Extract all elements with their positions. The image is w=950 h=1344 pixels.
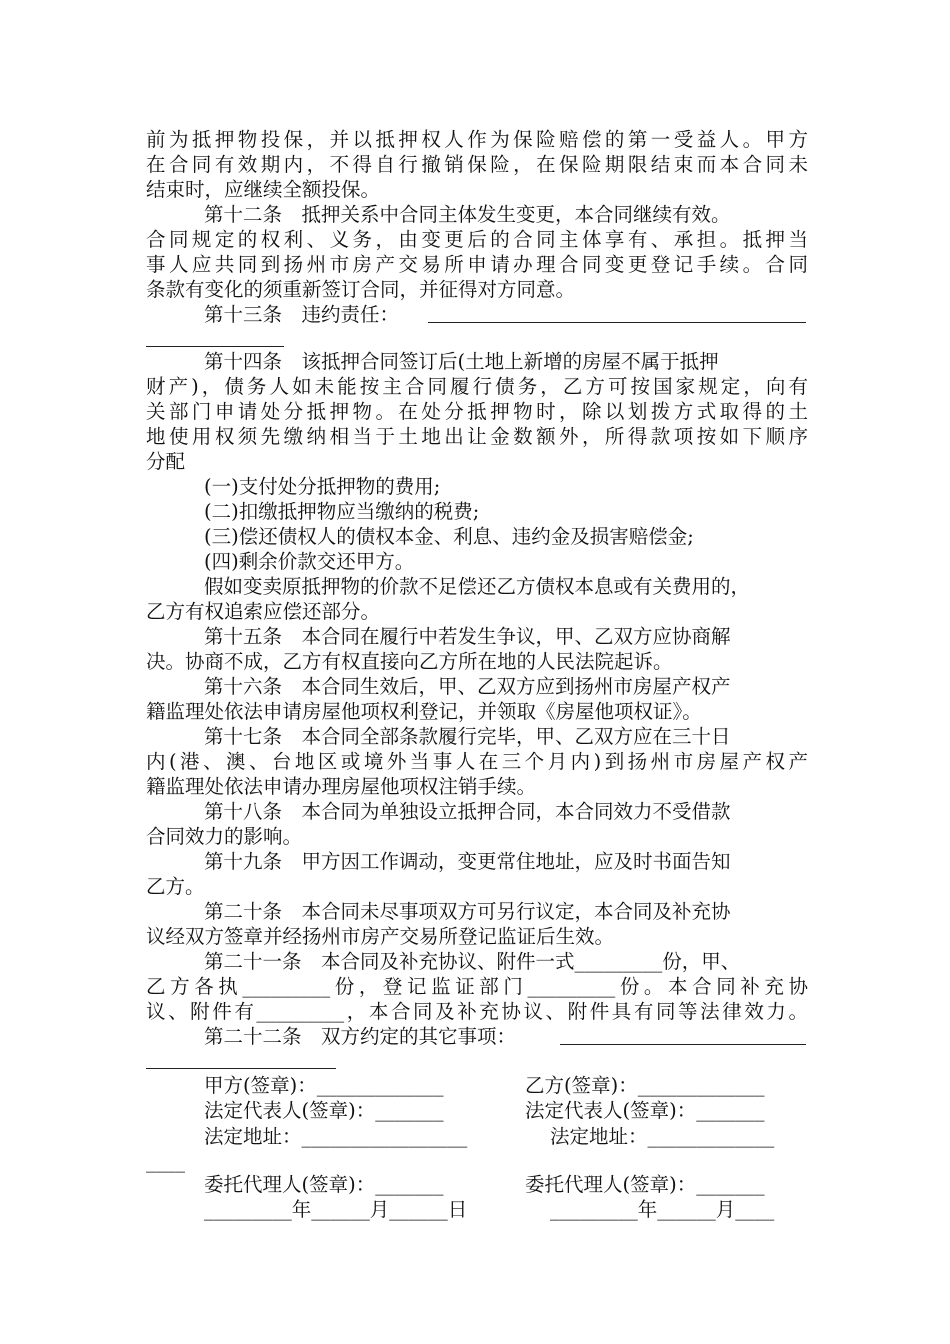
text-line: 议、附件有_________，本合同及补充协议、附件具有同等法律效力。 — [146, 1000, 808, 1023]
text-line: 籍监理处依法申请办理房屋他项权注销手续。 — [146, 775, 537, 798]
article-16-heading-line: 第十六条 本合同生效后，甲、乙双方应到扬州市房屋产权产 — [204, 675, 731, 698]
blank-line: ____ — [146, 1150, 185, 1173]
text-line: 合同效力的影响。 — [146, 825, 303, 848]
party-a-date: _________年______月______日 — [204, 1198, 468, 1221]
text-line: 内(港、澳、台地区或境外当事人在三个月内)到扬州市房屋产权产 — [146, 750, 808, 773]
text-line: 前为抵押物投保，并以抵押权人作为保险赔偿的第一受益人。甲方 — [146, 128, 808, 151]
blank-line — [428, 322, 806, 323]
list-item: (四)剩余价款交还甲方。 — [204, 550, 415, 573]
text-line: 议经双方签章并经扬州市房产交易所登记监证后生效。 — [146, 925, 615, 948]
party-b-signature: 乙方(签章)：_____________ — [525, 1074, 765, 1097]
blank-line — [146, 346, 284, 347]
blank-line — [146, 1068, 336, 1069]
article-12-heading-line: 第十二条 抵押关系中合同主体发生变更，本合同继续有效。 — [204, 203, 731, 226]
article-13-line: 第十三条 违约责任： — [204, 303, 400, 326]
text-line: 关部门申请处分抵押物。在处分抵押物时，除以划拨方式取得的土 — [146, 400, 808, 423]
list-item: (一)支付处分抵押物的费用; — [204, 475, 441, 498]
text-line: 地使用权须先缴纳相当于土地出让金数额外，所得款项按如下顺序 — [146, 425, 808, 448]
text-line: 在合同有效期内，不得自行撤销保险，在保险期限结束而本合同未 — [146, 153, 808, 176]
text-line: 决。协商不成，乙方有权直接向乙方所在地的人民法院起诉。 — [146, 650, 673, 673]
text-line: 条款有变化的须重新签订合同，并征得对方同意。 — [146, 278, 576, 301]
list-item: (三)偿还债权人的债权本金、利息、违约金及损害赔偿金; — [204, 525, 694, 548]
article-21-heading-line: 第二十一条 本合同及补充协议、附件一式_________份，甲、 — [204, 950, 741, 973]
text-line: 分配 — [146, 450, 186, 473]
text-line: 假如变卖原抵押物的价款不足偿还乙方债权本息或有关费用的， — [204, 575, 751, 598]
article-17-heading-line: 第十七条 本合同全部条款履行完毕，甲、乙双方应在三十日 — [204, 725, 731, 748]
blank-line — [560, 1044, 806, 1045]
party-a-legal-address: 法定地址：_________________ — [204, 1125, 468, 1148]
text-line: 乙方有权追索应偿还部分。 — [146, 600, 381, 623]
party-b-legal-representative: 法定代表人(签章)：_______ — [525, 1099, 765, 1122]
party-b-legal-address: 法定地址：_____________ — [550, 1125, 775, 1148]
article-19-heading-line: 第十九条 甲方因工作调动，变更常住地址，应及时书面告知 — [204, 850, 731, 873]
party-a-signature: 甲方(签章)：_____________ — [204, 1074, 444, 1097]
party-b-date: _________年______月____ — [550, 1198, 775, 1221]
text-line: 乙方各执_________份，登记监证部门_________份。本合同补充协 — [146, 975, 808, 998]
text-line: 结束时，应继续全额投保。 — [146, 178, 381, 201]
text-line: 事人应共同到扬州市房产交易所申请办理合同变更登记手续。合同 — [146, 253, 808, 276]
article-18-heading-line: 第十八条 本合同为单独设立抵押合同，本合同效力不受借款 — [204, 800, 731, 823]
article-14-heading-line: 第十四条 该抵押合同签订后(土地上新增的房屋不属于抵押 — [204, 350, 719, 373]
article-22-line: 第二十二条 双方约定的其它事项： — [204, 1025, 517, 1048]
party-a-agent: 委托代理人(签章)：_______ — [204, 1173, 444, 1196]
text-line: 籍监理处依法申请房屋他项权利登记，并领取《房屋他项权证》。 — [146, 700, 702, 723]
text-line: 乙方。 — [146, 875, 205, 898]
article-15-heading-line: 第十五条 本合同在履行中若发生争议，甲、乙双方应协商解 — [204, 625, 731, 648]
party-a-legal-representative: 法定代表人(签章)：_______ — [204, 1099, 444, 1122]
list-item: (二)扣缴抵押物应当缴纳的税费; — [204, 500, 480, 523]
article-20-heading-line: 第二十条 本合同未尽事项双方可另行议定，本合同及补充协 — [204, 900, 731, 923]
party-b-agent: 委托代理人(签章)：_______ — [525, 1173, 765, 1196]
text-line: 财产)，债务人如未能按主合同履行债务，乙方可按国家规定，向有 — [146, 375, 808, 398]
text-line: 合同规定的权利、义务，由变更后的合同主体享有、承担。抵押当 — [146, 228, 808, 251]
